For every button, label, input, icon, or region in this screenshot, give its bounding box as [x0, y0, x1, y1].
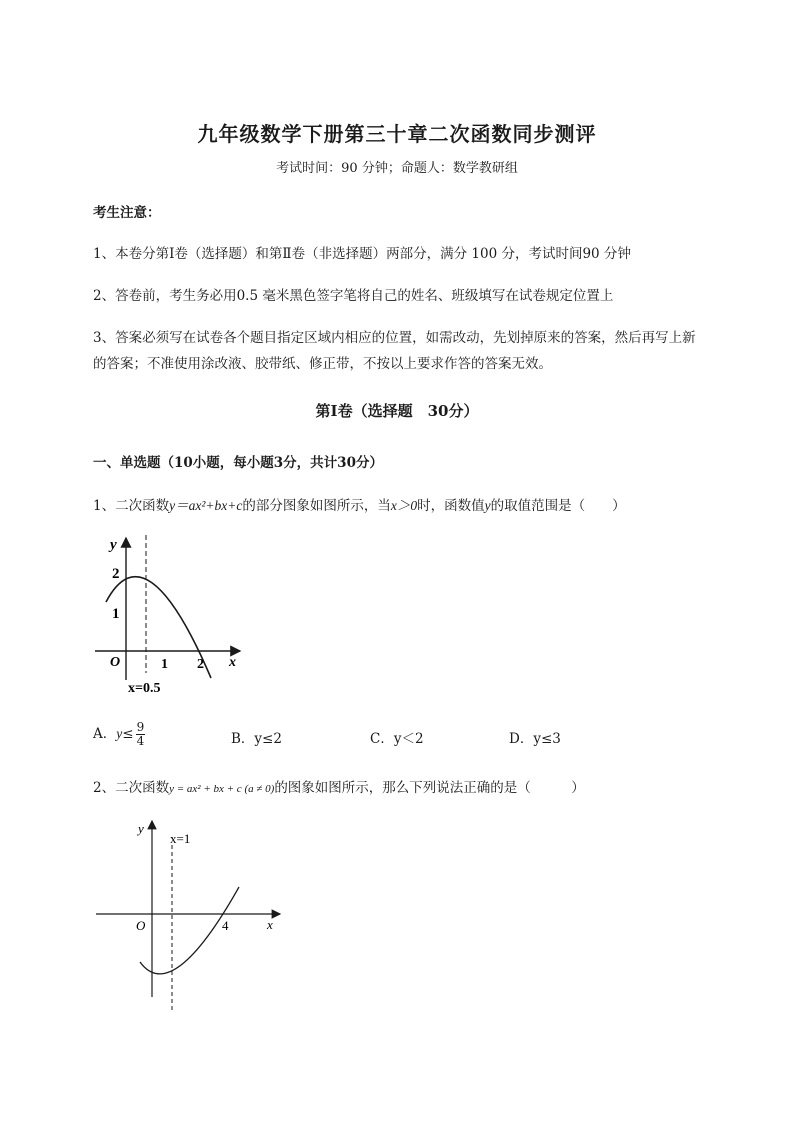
- q1-origin-label: O: [110, 655, 121, 670]
- q1-condition: x＞0: [390, 498, 418, 513]
- notice-item-3-cont: 的答案；不准使用涂改液、胶带纸、修正带，不按以上要求作答的答案无效。: [93, 356, 552, 372]
- q1-option-a-rel: ≤: [122, 726, 134, 742]
- q2-symmetry-label: x=1: [170, 831, 191, 846]
- q1-y-label: y: [110, 537, 117, 553]
- q1-tick-y-1: 1: [112, 606, 120, 622]
- q2-tick-x-4: 4: [222, 918, 229, 933]
- q2-prefix: 2、二次函数: [93, 780, 170, 796]
- question-1-text: [93, 494, 626, 514]
- q1-prefix: 1、二次函数: [93, 498, 170, 514]
- q1-middle: 的部分图象如图所示，当: [242, 498, 391, 514]
- question-2-text: [93, 776, 585, 796]
- q1-middle2: 时，函数值: [417, 498, 485, 514]
- q1-graph: [90, 530, 250, 695]
- notice-item-2: 2、答卷前，考生务必用0.5 毫米黑色签字笔将自己的姓名、班级填写在试卷规定位置上: [93, 288, 614, 304]
- section-title: 第Ⅰ卷（选择题 30分）: [315, 402, 479, 420]
- q2-graph: [90, 815, 290, 1015]
- q2-formula: y = ax² + bx + c (a ≠ 0): [169, 783, 275, 795]
- q1-option-a-fraction: [136, 721, 146, 748]
- exam-info: 考试时间：90 分钟；命题人：数学教研组: [276, 161, 518, 176]
- q1-option-a-prefix: A．: [93, 726, 117, 742]
- q1-option-b[interactable]: B．y≤2: [231, 731, 282, 747]
- q1-formula: y＝ax²+bx+c: [169, 498, 243, 513]
- notice-item-1: 1、本卷分第Ⅰ卷（选择题）和第Ⅱ卷（非选择题）两部分，满分 100 分，考试时间90 分钟: [93, 246, 631, 262]
- part-heading: 一、单选题（10小题，每小题3分，共计30分）: [93, 455, 383, 471]
- q2-y-label: y: [138, 821, 144, 836]
- q1-option-a[interactable]: [93, 721, 145, 748]
- q1-option-c[interactable]: C．y＜2: [370, 731, 424, 747]
- notice-item-3: 3、答案必须写在试卷各个题目指定区域内相应的位置，如需改动，先划掉原来的答案，然后再写上新: [93, 330, 696, 346]
- q2-suffix: 的图象如图所示，那么下列说法正确的是（ ）: [274, 780, 585, 796]
- q2-x-label: x: [267, 917, 273, 932]
- q2-origin-label: O: [136, 918, 146, 933]
- q1-suffix: 的取值范围是（ ）: [490, 498, 626, 514]
- q1-option-a-den: 4: [136, 734, 145, 748]
- q1-x-label: x: [229, 655, 236, 670]
- q1-var: y: [484, 498, 491, 513]
- q1-tick-x-1: 1: [161, 657, 168, 672]
- q1-option-a-num: 9: [136, 720, 145, 734]
- q1-option-d[interactable]: D．y≤3: [509, 731, 561, 747]
- q1-symmetry-label: x=0.5: [128, 681, 161, 695]
- q1-tick-y-2: 2: [112, 566, 120, 582]
- q1-parabola: [106, 577, 211, 678]
- q1-tick-x-2: 2: [197, 657, 204, 672]
- page-title: 九年级数学下册第三十章二次函数同步测评: [197, 122, 597, 146]
- q1-option-a-var: y: [116, 726, 123, 741]
- notice-heading: 考生注意：: [93, 205, 161, 221]
